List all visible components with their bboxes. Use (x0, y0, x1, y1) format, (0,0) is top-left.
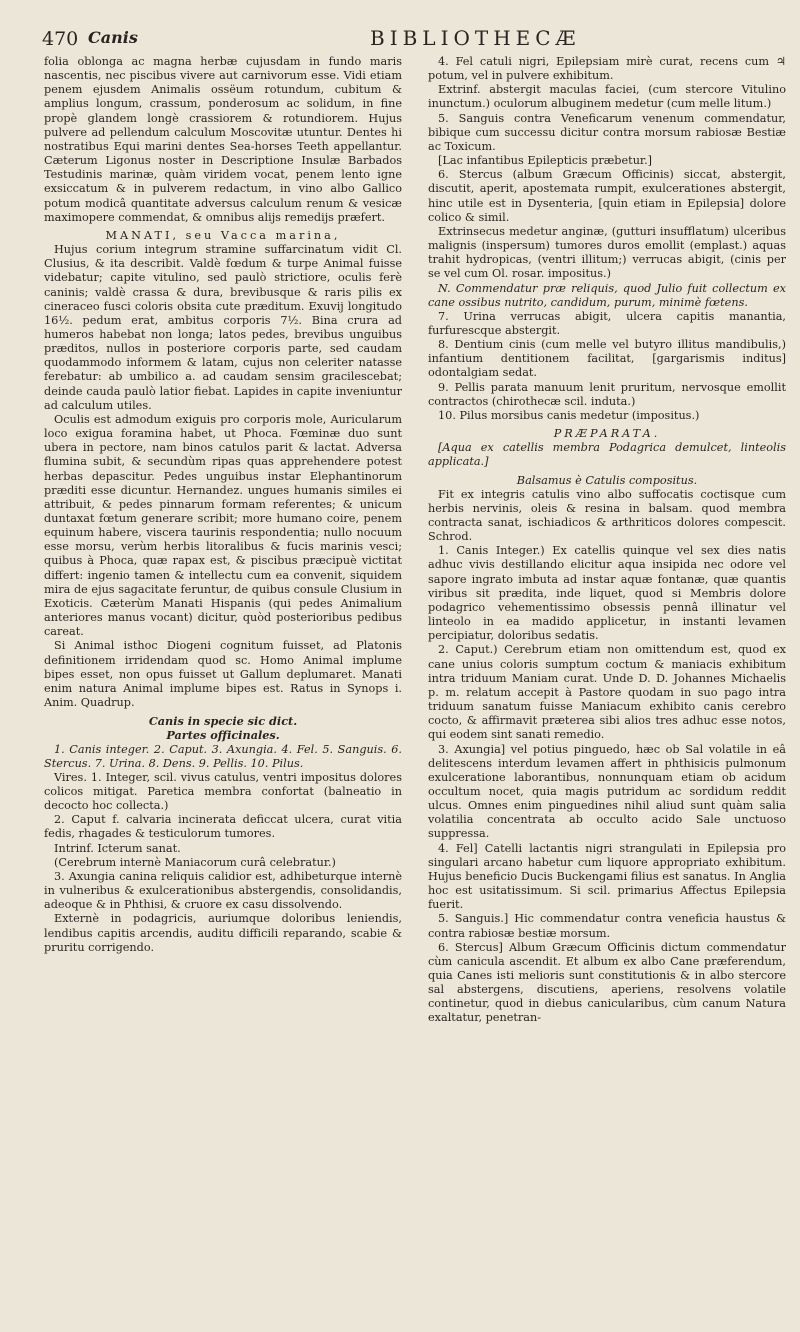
parts-list: 1. Canis integer. 2. Caput. 3. Axungia. 4. Fel. 5. Sanguis. 6. Stercus. 7. Urina. 8. Dens. 9. Pellis. 10. Pilus. (44, 742, 402, 770)
paragraph: N. Commendatur præ reliquis, quod Julio fuit collectum ex cane ossibus nutrito, candidum, purum, minimè fœtens. (428, 281, 786, 309)
subheading: Partes officinales. (166, 728, 280, 743)
section-heading: MANATI, seu Vacca marina, (105, 228, 341, 242)
paragraph: Extrinsecus medetur anginæ, (gutturi insufflatum) ulceribus malignis (inspersum) tumores duros emollit (emplast.) aquas trahit hydropicas, (ventri illitum;) verrucas abigit, (cinis per se vel cum Ol. rosar. impositus.) (428, 224, 786, 281)
paragraph: [Lac infantibus Epilepticis præbetur.] (438, 154, 653, 168)
paragraph: 3. Axungia] vel potius pinguedo, hæc ob Sal volatile in eâ delitescens interdum levamen affert in phthisicis pulmonum exulceratione laborantibus, nonnunquam etiam ob acidum occultum nocet, quia magis putridum ac sordidum reddit ulcus. Omnes enim pinguedines nihil aliud sunt quàm salia volatilia concentrata ab occulto acido Sale unctuoso suppressa. (428, 742, 786, 841)
right-column (428, 55, 786, 1026)
paragraph: Intrinf. Icterum sanat. (54, 841, 181, 855)
paragraph: Oculis est admodum exiguis pro corporis mole, Auricularum loco exigua foramina habet, ut Phoca. Fœminæ duo sunt ubera in pectore, nam binos catulos parit & lactat. Adversa flumina subit, & secundùm ripas quas apprehendere potest herbas depascitur. Pedes unguibus instar Elephantinorum præditi esse dicuntur. Hernandez. ungues humanis similes ei attribuit, & pedes pinnarum formam referentes; & unicum duntaxat fœtum generare scribit; more humano coire, penem equinum habere, viscera taurinis respondentia; nullo nocuum esse morsu, verùm herbis litoralibus & fucis marinis vesci; quibus à Phoca, quæ rapax est, & piscibus præcipuè victitat differt: ingenio tamen & intellectu cum ea convenit, siquidem mira de ejus sagacitate feruntur, de quibus consule Clusium in Exoticis. Cæterùm Manati Hispanis (qui pedes Animalium anteriores manus vocant) dicitur, quòd posterioribus pedibus careat. (44, 412, 402, 639)
paragraph: (Cerebrum internè Maniacorum curâ celebratur.) (54, 855, 336, 869)
paragraph: Fit ex integris catulis vino albo suffocatis coctisque cum herbis nervinis, oleis & resina in balsam. quod membra contracta sanat, ischiadicos & arthriticos dolores compescit. Schrod. (428, 487, 786, 544)
paragraph: Si Animal isthoc Diogeni cognitum fuisset, ad Platonis definitionem irridendam quod sc. Homo Animal implume bipes esset, non opus fuisset ut Gallum deplumaret. Manati enim natura Animal implume bipes est. Ratus in Synops i. Anim. Quadrup. (44, 639, 402, 710)
paragraph: 10. Pilus morsibus canis medetur (impositus.) (438, 408, 700, 422)
paragraph: 4. Fel catuli nigri, Epilepsiam mirè curat, recens cum ♃ potum, vel in pulvere exhibitum. (428, 55, 786, 83)
left-column (44, 55, 402, 955)
section-heading: Canis in specie sic dict. (148, 714, 298, 729)
paragraph: 4. Fel] Catelli lactantis nigri strangulati in Epilepsia pro singulari arcano habetur cum liquore appropriato exhibitum. Hujus beneficio Ducis Buckengami filius est sanatus. In Anglia hoc est usitatissimum. Si scil. primarius Affectus Epilepsia fuerit. (428, 841, 786, 912)
paragraph: 8. Dentium cinis (cum melle vel butyro illitus mandibulis,) infantium dentitionem facilitat, [gargarismis inditus] odontalgiam sedat. (428, 338, 786, 380)
running-header (42, 22, 782, 56)
paragraph: Extrinf. abstergit maculas faciei, (cum stercore Vitulino inunctum.) oculorum albuginem medetur (cum melle litum.) (428, 83, 786, 111)
page-number: 470 (42, 28, 79, 50)
paragraph: folia oblonga ac magna herbæ cujusdam in fundo maris nascentis, nec piscibus vivere aut carnivorum esse. Vidi etiam penem ejusdem Animalis ossëum rotundum, cubitum & amplius longum, crassum, ponderosum ac solidum, in fine propè glandem longè crassiorem & rotundiorem. Hujus pulvere ad pellendum calculum Moscovitæ utuntur. Dentes hi nostratibus Equi marini dentes Sea-horses Teeth appellantur. Cæterum Ligonus noster in Descriptione Insulæ Barbados Testudinis marinæ, quàm viridem vocat, penem lento igne exsiccatum & in pulverem redactum, in vino albo Gallico potum modicâ quantitate adversus calculum renum & vesicæ maximopere commendat, & omnibus alijs remedijs præfert. (44, 55, 402, 224)
paragraph: 9. Pellis parata manuum lenit pruritum, nervosque emollit contractos (chirothecæ scil. induta.) (428, 380, 786, 408)
paragraph: Hujus corium integrum stramine suffarcinatum vidit Cl. Clusius, & ita describit. Valdè fœdum & turpe Animal fuisse videbatur; capite vitulino, sed paulò strictiore, oculis ferè caninis; valdè crassa & dura, brevibusque & raris pilis ex cineraceo fusci coloris obsita cute præditum. Exuvij longitudo 16½. pedum erat, ambitus corporis 7½. Bina crura ad humeros habebat non longa; latos pedes, brevibus unguibus præditos, nullos in posteriore corporis parte, sed caudam quodammodo informem & latam, cujus non celeriter natasse ferebatur: ab umbilico a. ad caudam sensim gracilescebat; deinde cauda paulò latior fiebat. Lapides in capite inveniuntur ad calculum utiles. (44, 243, 402, 412)
running-word: Canis (88, 28, 138, 47)
paragraph: Vires. 1. Integer, scil. vivus catulus, ventri impositus dolores colicos mitigat. Paretica membra confortat (balneatio in decocto hoc collecta.) (44, 770, 402, 813)
paragraph: 7. Urina verrucas abigit, ulcera capitis manantia, furfurescque abstergit. (428, 309, 786, 337)
paragraph: 5. Sanguis.] Hic commendatur contra veneficia haustus & contra rabiosæ bestiæ morsum. (428, 912, 786, 940)
paragraph: 6. Stercus] Album Græcum Officinis dictum commendatur cùm canicula ascendit. Et album ex albo Cane præferendum, quia Canes isti melioris sunt constitutionis & in albo stercore sal abstergens, discutiens, aperiens, resolvens volatile continetur, quod in diebus canicularibus, cùm canum Natura exaltatur, penetran- (428, 940, 786, 1025)
running-title: BIBLIOTHECÆ (370, 26, 581, 50)
paragraph: 1. Canis Integer.) Ex catellis quinque vel sex dies natis adhuc vivis destillando elicitur aqua insipida nec odore vel sapore ingrato imbuta ad instar aquæ fontanæ, quæ quantis viribus sit prædita, inde liquet, quod si Membris dolore podagrico vehementissimo obsessis pennâ illinatur vel linteolo in ea madido applicetur, in instanti levamen percipiatur, doloribus sedatis. (428, 544, 786, 643)
paragraph: 5. Sanguis contra Veneficarum venenum commendatur, bibique cum successu dicitur contra morsum rabiosæ Bestiæ ac Toxicum. (428, 111, 786, 153)
paragraph: 2. Caput.) Cerebrum etiam non omittendum est, quod ex cane unius coloris sumptum coctum & maniacis exhibitum intra triduum Maniam curat. Unde D. D. Johannes Michaelis p. m. relatum accepit à Pastore quodam in suo pago intra triduum sanatum fuisse Maniacum exhibito canis cerebro cocto, & affirmavit præterea sibi alios tres adhuc esse notos, qui eodem sint sanati remedio. (428, 643, 786, 742)
subheading: Balsamus è Catulis compositus. (516, 473, 698, 487)
paragraph: 3. Axungia canina reliquis calidior est, adhibeturque internè in vulneribus & exulcerationibus abstergendis, consolidandis, adeoque & in Phthisi, & cruore ex casu dissolvendo. (44, 869, 402, 912)
paragraph: [Aqua ex catellis membra Podagrica demulcet, linteolis applicata.] (428, 441, 786, 469)
paragraph: Externè in podagricis, auriumque doloribus leniendis, lendibus capitis arcendis, auditu difficili reparando, scabie & pruritu corrigendo. (44, 912, 402, 954)
paragraph: 6. Stercus (album Græcum Officinis) siccat, abstergit, discutit, aperit, apostemata rumpit, exulcerationes abstergit, hinc utile est in Dysenteria, [quin etiam in Epilepsia] dolore colico & simil. (428, 168, 786, 224)
paragraph: 2. Caput f. calvaria incinerata deficcat ulcera, curat vitia fedis, rhagades & testiculorum tumores. (44, 813, 402, 841)
section-heading: PRÆPARATA. (553, 427, 661, 441)
